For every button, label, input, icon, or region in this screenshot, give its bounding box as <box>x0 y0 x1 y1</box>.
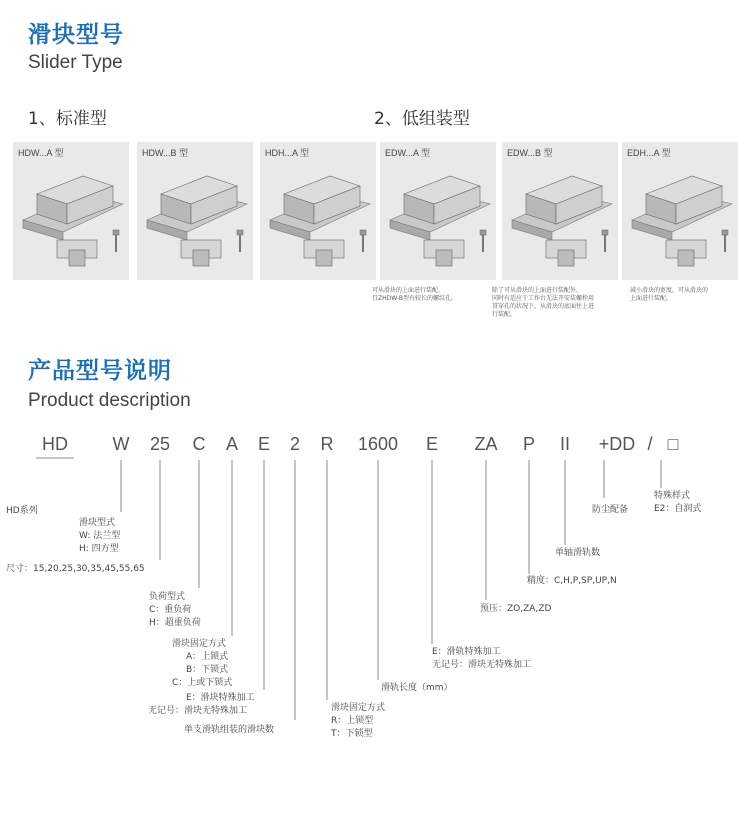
code-part-rails: II <box>559 434 570 454</box>
label-load-h: H：超重负荷 <box>149 618 201 628</box>
code-part-size: 25 <box>149 434 171 454</box>
label-fix-title: 滑块固定方式 <box>172 639 227 649</box>
product-card-label: HDW...A 型 <box>18 148 64 158</box>
label-precision: 精度：C,H,P,SP,UP,N <box>527 576 617 586</box>
label-size: 尺寸：15,20,25,30,35,45,55,65 <box>6 564 145 574</box>
label-special-style-title: 特殊样式 <box>654 491 691 501</box>
type-standard-heading: 1、标准型 <box>28 109 107 129</box>
label-rails-per-axis: 单轴滑轨数 <box>555 548 601 558</box>
label-rail-special-e: E：滑轨特殊加工 <box>432 647 501 657</box>
code-part-series: HD <box>42 434 68 454</box>
note-edw-b: 除了可从滑块的上面进行装配外， 同时有适应于工作台无法开安装螺栓用 贯穿孔的状况下，从滑块的底面往上进 行装配。 <box>492 287 595 318</box>
code-part-fix: A <box>225 434 238 454</box>
product-card-label: EDW...B 型 <box>507 148 553 158</box>
label-rail-special-none: 无记号：滑块无特殊加工 <box>432 660 532 670</box>
label-load-c: C：重负荷 <box>149 605 192 615</box>
code-part-slider-form: W <box>112 434 130 454</box>
product-card-label: EDH...A 型 <box>627 148 671 158</box>
note-edh-a: 减小滑块的宽度，可从滑块的 上面进行装配。 <box>630 287 709 302</box>
code-part-load: C <box>192 434 206 454</box>
product-card-label: EDW...A 型 <box>385 148 431 158</box>
section-title-en: Product description <box>28 390 191 411</box>
code-part-special: E <box>257 434 270 454</box>
code-part-rail-special: E <box>425 434 438 454</box>
section-title-cn: 产品型号说明 <box>28 358 172 384</box>
label-preload: 预压：ZO,ZA,ZD <box>480 604 552 614</box>
label-slider-form-h: H: 四方型 <box>79 544 119 554</box>
product-card-label: HDH...A 型 <box>265 148 310 158</box>
code-part-slash: / <box>647 434 653 454</box>
label-slider-form-w: W: 法兰型 <box>79 531 121 541</box>
label-special-none: 无记号：滑块无特殊加工 <box>148 706 248 716</box>
label-dust: 防尘配备 <box>592 505 629 515</box>
label-fix-c: C：上或下锁式 <box>172 678 233 688</box>
label-special-e: E：滑块特殊加工 <box>186 693 255 703</box>
label-slider-form-title: 滑块型式 <box>79 518 116 528</box>
product-card-label: HDW...B 型 <box>142 148 189 158</box>
label-series: HD系列 <box>6 506 38 516</box>
code-part-special-style: □ <box>667 434 679 454</box>
section-title-cn: 滑块型号 <box>28 22 124 48</box>
code-part-rail-fix: R <box>320 434 334 454</box>
code-part-preload: ZA <box>474 434 498 454</box>
label-special-style-e2: E2：自润式 <box>654 504 702 514</box>
code-part-precision: P <box>522 434 535 454</box>
label-rail-fix-title: 滑块固定方式 <box>331 703 386 713</box>
code-part-dust: +DD <box>598 434 636 454</box>
label-rail-fix-r: R：上锁型 <box>331 716 374 726</box>
label-fix-a: A：上锁式 <box>186 652 229 662</box>
section-title-en: Slider Type <box>28 52 123 73</box>
label-rail-fix-t: T：下锁型 <box>331 729 373 739</box>
type-low-heading: 2、低组装型 <box>374 109 470 129</box>
code-part-count: 2 <box>289 434 300 454</box>
label-count: 单支滑轨组装的滑块数 <box>184 725 275 735</box>
label-load-title: 负荷型式 <box>149 592 186 602</box>
code-part-length: 1600 <box>357 434 399 454</box>
label-fix-b: B：下锁式 <box>186 665 229 675</box>
label-rail-length: 滑轨长度（mm） <box>381 683 453 693</box>
note-edw-a: 可从滑块的上面进行装配， 且ZHDW-B型有较长的螺纹孔。 <box>372 287 457 302</box>
